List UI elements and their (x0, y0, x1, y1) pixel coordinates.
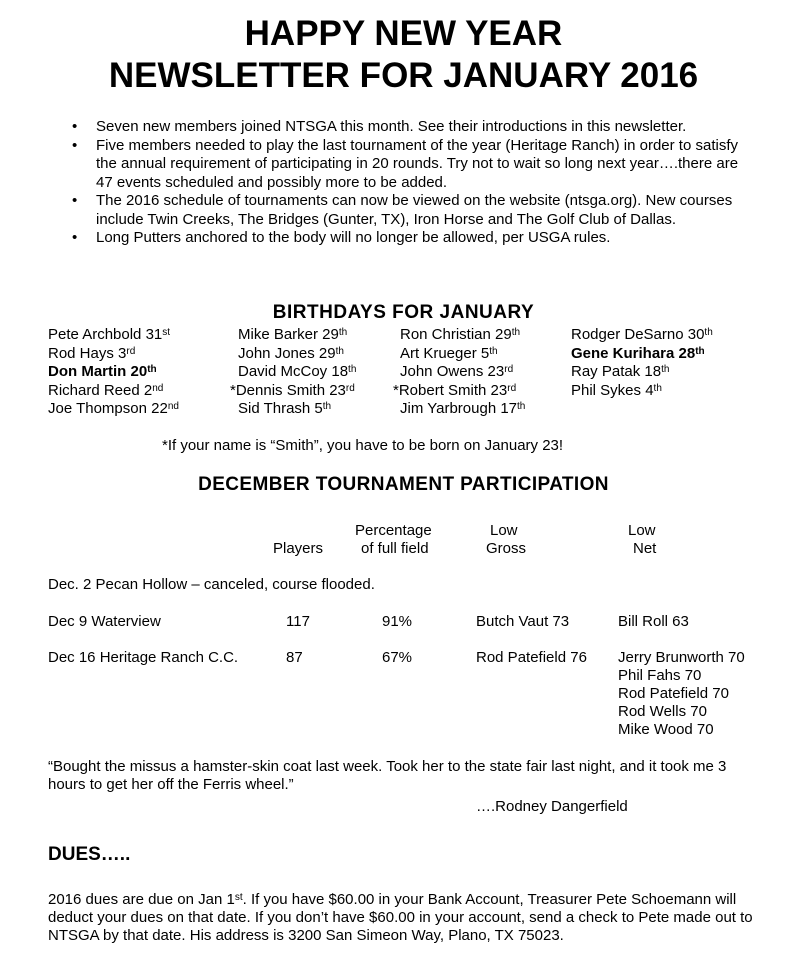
table-cell-low-gross: Butch Vaut 73 (476, 613, 570, 630)
table-cell-players: 87 (286, 649, 303, 666)
table-cell-percentage: 91% (382, 613, 413, 630)
bullet-icon: • (72, 192, 78, 209)
birthday-entry: John Jones 29th (238, 345, 344, 362)
birthday-entry: Ron Christian 29th (400, 326, 521, 343)
birthday-entry: Phil Sykes 4th (571, 382, 662, 399)
table-row-event: Dec 16 Heritage Ranch C.C. (48, 649, 239, 666)
birthdays-heading: BIRTHDAYS FOR JANUARY (272, 302, 535, 323)
birthday-entry: *Robert Smith 23rd (393, 382, 517, 399)
percentage-header-sub: of full field (361, 540, 429, 557)
low-net-header-sub: Net (633, 540, 657, 557)
table-cell-low-net: Phil Fahs 70 (618, 667, 702, 684)
table-cell-low-net: Jerry Brunworth 70 (618, 649, 745, 666)
table-cell-low-net: Rod Wells 70 (618, 703, 707, 720)
birthday-entry: *Dennis Smith 23rd (230, 382, 355, 399)
birthday-entry: Jim Yarbrough 17th (400, 400, 526, 417)
bullet-icon: • (72, 118, 78, 135)
birthday-entry: Art Krueger 5th (400, 345, 498, 362)
birthday-entry: John Owens 23rd (400, 363, 514, 380)
list-item: • Long Putters anchored to the body will no longer be allowed, per USGA rules. (72, 229, 611, 246)
tournament-heading: DECEMBER TOURNAMENT PARTICIPATION (198, 474, 609, 495)
list-item: • Five members needed to play the last tournament of the year (Heritage Ranch) in order to satisfy the annual requirement of participating in 20 rounds. Try not to wait so long next year….there are 47 events scheduled and possibly more to be added. (72, 136, 739, 191)
low-gross-header: Low (490, 522, 518, 539)
birthday-entry: David McCoy 18th (238, 363, 357, 380)
birthday-entry: Rodger DeSarno 30th (571, 326, 713, 343)
newsletter-title-line1: HAPPY NEW YEAR (244, 14, 563, 53)
birthday-entry: Pete Archbold 31st (48, 326, 171, 343)
quote-text: “Bought the missus a hamster-skin coat last week. Took her to the state fair last night, and it took me 3 hours to get her off the Ferris wheel.” (48, 758, 727, 793)
birthday-entry: Mike Barker 29th (238, 326, 348, 343)
percentage-header: Percentage (355, 522, 432, 539)
low-net-header: Low (628, 522, 656, 539)
table-cell-players: 117 (286, 613, 310, 630)
birthday-entry: Ray Patak 18th (571, 363, 670, 380)
table-cell-low-gross: Rod Patefield 76 (476, 649, 587, 666)
table-row-event: Dec 9 Waterview (48, 613, 161, 630)
table-cell-low-net: Rod Patefield 70 (618, 685, 729, 702)
table-row-event: Dec. 2 Pecan Hollow – canceled, course flooded. (48, 576, 375, 593)
birthday-entry: Rod Hays 3rd (48, 345, 136, 362)
dues-paragraph: 2016 dues are due on Jan 1st. If you have $60.00 in your Bank Account, Treasurer Pete Schoemann will deduct your dues on that date. If you don’t have $60.00 in your account, send a check to Pete made out to NTSGA by that date. His address is 3200 San Simeon Way, Plano, TX 75023. (48, 891, 753, 944)
quote-author: ….Rodney Dangerfield (476, 798, 628, 815)
bullet-icon: • (72, 229, 78, 246)
announcement-list (48, 118, 748, 248)
smith-note: *If your name is “Smith”, you have to be born on January 23! (162, 437, 564, 454)
birthday-entry: Richard Reed 2nd (48, 382, 164, 399)
table-cell-low-net: Mike Wood 70 (618, 721, 714, 738)
dues-heading: DUES….. (48, 844, 131, 865)
players-header: Players (273, 540, 324, 557)
list-item: • The 2016 schedule of tournaments can now be viewed on the website (ntsga.org). New courses include Twin Creeks, The Bridges (Gunter, TX), Iron Horse and The Golf Club of Dallas. (72, 192, 733, 228)
list-item: • Seven new members joined NTSGA this month. See their introductions in this newsletter. (72, 118, 687, 135)
birthday-entry: Gene Kurihara 28th (571, 345, 705, 362)
birthday-entry: Don Martin 20th (48, 363, 157, 380)
bullet-icon: • (72, 136, 78, 154)
birthday-entry: Joe Thompson 22nd (48, 400, 179, 417)
birthday-entry: Sid Thrash 5th (238, 400, 332, 417)
low-gross-header-sub: Gross (486, 540, 527, 557)
table-cell-percentage: 67% (382, 649, 413, 666)
table-cell-low-net: Bill Roll 63 (618, 613, 689, 630)
newsletter-title-line2: NEWSLETTER FOR JANUARY 2016 (108, 56, 699, 95)
